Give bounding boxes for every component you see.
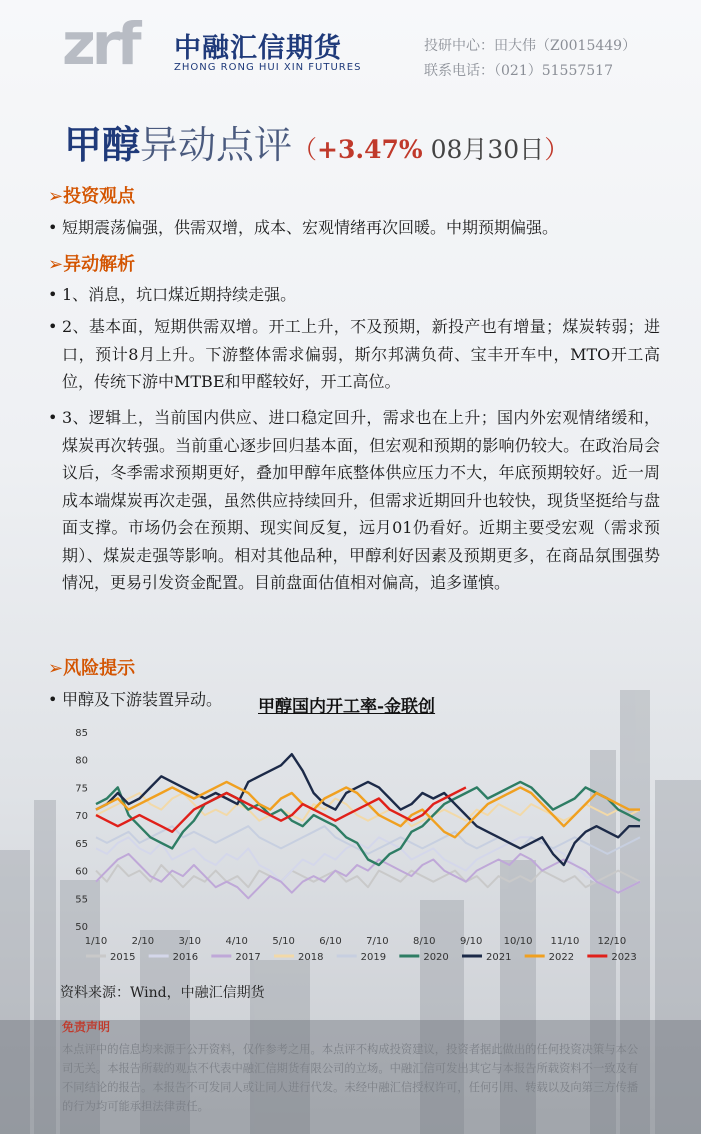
x-tick-label: 8/10 — [413, 936, 436, 947]
view-text: 短期震荡偏强，供需双增，成本、宏观情绪再次回暖。中期预期偏强。 — [62, 218, 559, 237]
section-view-title: ➢投资观点 — [48, 186, 136, 207]
disclaimer-text: 本点评中的信息均来源于公开资料，仅作参考之用。本点评不构成投资建议，投资者据此做出的任何投资决策与本公司无关。本报告所载的观点不代表中融汇信期货有限公司的立场。中融汇信可发出其它与本报告所载资料不一致及有不同结论的报告。本报告不可发同人或让同人进行代发。未经中融汇信授权许可，任何引用、转载以及向第三方传播的行为均可能承担法律责任。 — [62, 1043, 639, 1113]
contact-info — [424, 34, 636, 84]
bullet-dot: • — [48, 218, 58, 237]
x-tick-label: 2/10 — [131, 936, 155, 947]
analysis-text-1: 1、消息，坑口煤近期持续走强。 — [62, 285, 297, 304]
y-tick-label: 85 — [75, 728, 88, 739]
title-main-1: 甲醇 — [64, 123, 141, 167]
bullet-dot: • — [48, 408, 58, 427]
logo-mark-text: zrf — [62, 10, 138, 78]
x-tick-label: 1/10 — [84, 936, 108, 947]
x-tick-label: 12/10 — [597, 936, 627, 947]
change-percent: +3.47% — [317, 135, 423, 164]
section-risk-title: ➢风险提示 — [48, 658, 136, 679]
x-tick-label: 6/10 — [319, 936, 342, 947]
logo-chinese-name: 中融汇信期货 — [174, 33, 342, 64]
x-tick-label: 4/10 — [225, 936, 248, 947]
analysis-text-2: 2、基本面，短期供需双增。开工上升，不及预期，新投产也有增量；煤炭转弱；进口，预计8月上升。下游整体需求偏弱，斯尔邦满负荷、宝丰开车中，MTO开工高位，传统下游中MTBE和甲醛较好，开工高位。 — [62, 317, 660, 391]
paren-close: ） — [544, 135, 570, 164]
legend-label-2016: 2016 — [172, 952, 199, 963]
bullet-dot: • — [48, 317, 58, 336]
series-line-2022 — [96, 782, 640, 837]
legend-label-2020: 2020 — [423, 952, 449, 963]
analysis-text-3: 3、逻辑上，当前国内供应、进口稳定回升，需求也在上升；国内外宏观情绪缓和，煤炭再次转强。当前重心逐步回归基本面，但宏观和预期的影响仍较大。在政治局会议后，冬季需求预期更好，叠加甲醇年底整体供应压力不大，年底预期较好。近一周成本端煤炭再次走强，虽然供应持续回升，但需求近期回升也较快，现货坚挺给与盘面支撑。市场仍会在预期、现实间反复，远月01仍看好。近期主要受宏观（需求预期）、煤炭走强等影响。相对其他品种，甲醇利好因素及预期更多，在商品氛围强势情况，更易引发资金配置。目前盘面估值相对偏高，追多谨慎。 — [62, 408, 660, 592]
legend-label-2015: 2015 — [110, 952, 136, 963]
y-tick-label: 60 — [75, 866, 88, 878]
paren-open: （ — [292, 135, 318, 164]
analyst-line: 投研中心：田大伟（Z0015449） — [424, 38, 637, 54]
disclaimer-title: 免责声明 — [62, 1020, 111, 1034]
x-tick-label: 9/10 — [459, 936, 483, 947]
operating-rate-chart — [60, 718, 680, 968]
title-subtitle — [292, 135, 569, 164]
legend-label-2018: 2018 — [298, 952, 324, 963]
title-date: 08月30日 — [422, 135, 545, 164]
phone-line: 联系电话：（021）51557517 — [424, 63, 613, 79]
x-tick-label: 10/10 — [503, 936, 533, 947]
analysis-bullet-3 — [48, 404, 660, 597]
y-tick-label: 50 — [75, 922, 88, 933]
company-logo — [62, 10, 382, 80]
legend-label-2023: 2023 — [611, 952, 637, 963]
y-tick-label: 70 — [75, 811, 88, 823]
x-tick-label: 3/10 — [178, 936, 202, 947]
x-tick-label: 11/10 — [550, 936, 580, 947]
legend-label-2021: 2021 — [486, 952, 512, 963]
analysis-bullet-1 — [48, 281, 660, 309]
x-tick-label: 7/10 — [366, 936, 389, 947]
data-source: 资料来源：Wind，中融汇信期货 — [60, 985, 265, 1001]
legend-label-2022: 2022 — [548, 952, 575, 963]
y-tick-label: 75 — [75, 783, 88, 795]
title-main-2: 异动点评 — [140, 123, 293, 167]
risk-bullet — [48, 686, 248, 714]
bullet-dot: • — [48, 690, 58, 709]
series-line-2020 — [96, 782, 640, 865]
legend-label-2017: 2017 — [235, 952, 261, 963]
legend-label-2019: 2019 — [360, 952, 387, 963]
logo-mark — [62, 10, 138, 78]
x-tick-label: 5/10 — [272, 936, 295, 947]
logo-english-name: ZHONG RONG HUI XIN FUTURES — [174, 62, 362, 73]
series-line-2015 — [96, 865, 640, 887]
section-analysis-title: ➢异动解析 — [48, 254, 136, 275]
y-tick-label: 55 — [75, 894, 88, 906]
risk-text: 甲醇及下游装置异动。 — [62, 690, 223, 709]
view-bullet — [48, 214, 660, 242]
y-tick-label: 65 — [75, 838, 88, 850]
y-tick-label: 80 — [75, 755, 88, 767]
bullet-dot: • — [48, 285, 58, 304]
chart-title: 甲醇国内开工率-金联创 — [258, 697, 436, 717]
page-title — [64, 114, 569, 169]
analysis-bullet-2 — [48, 313, 660, 396]
